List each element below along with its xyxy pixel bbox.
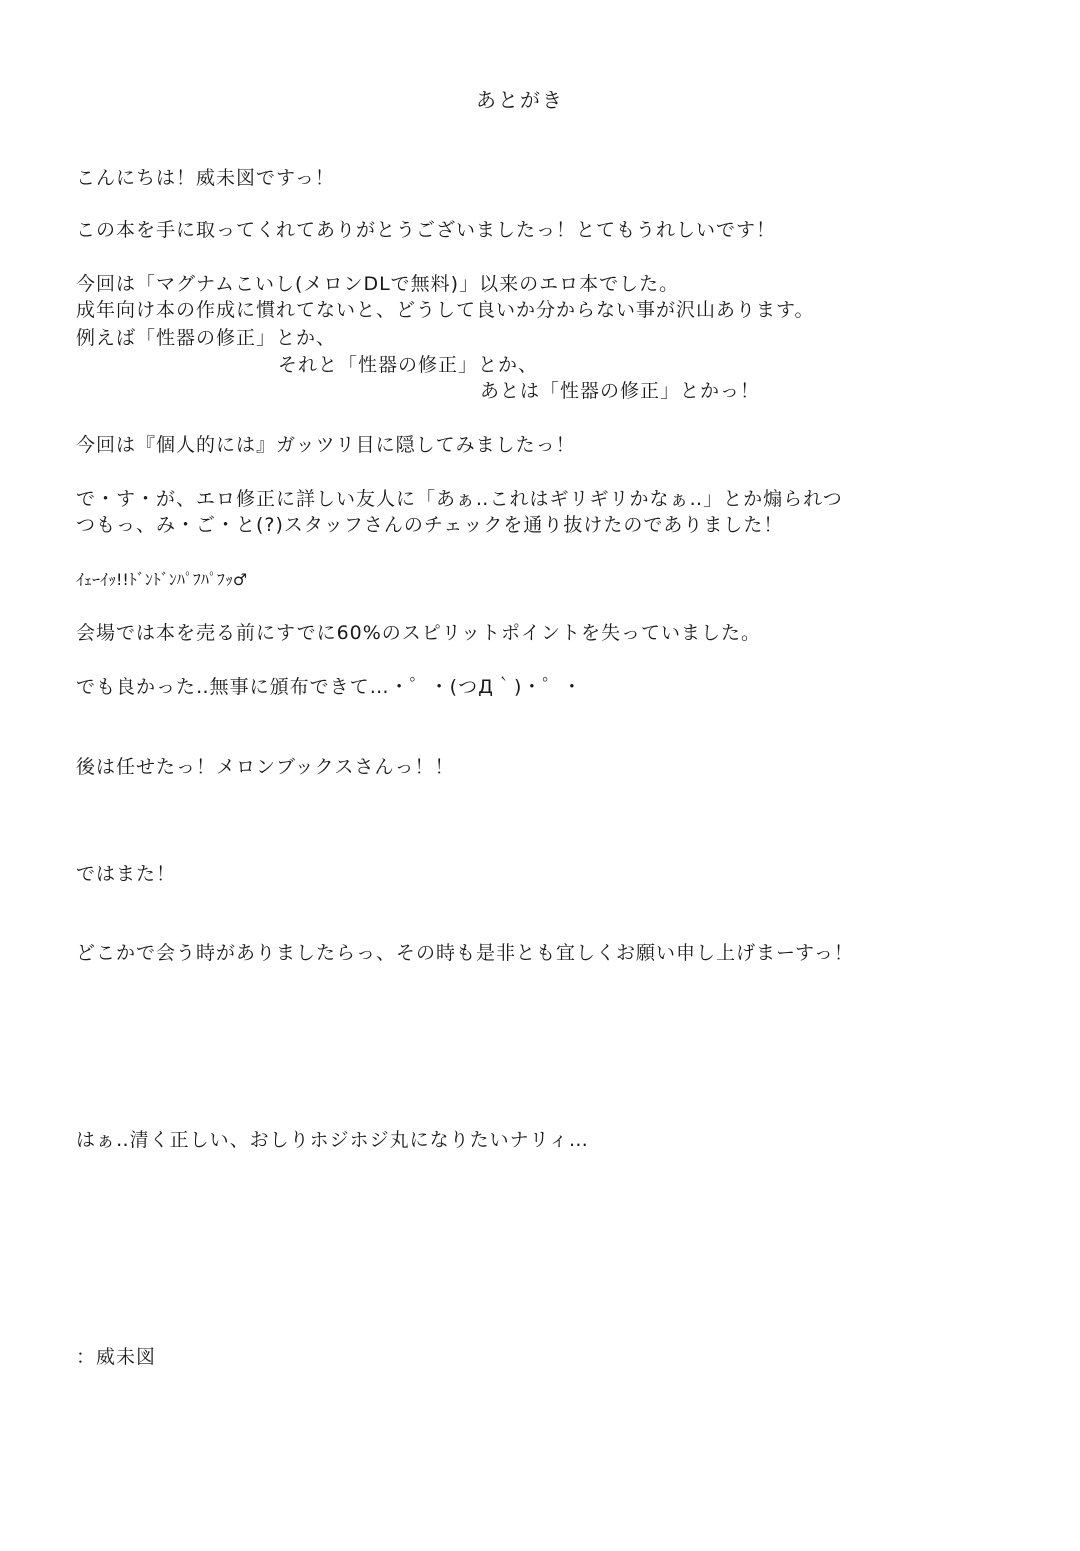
paragraph-line: 後は任せたっ！メロンブックスさんっ！！: [76, 756, 455, 778]
paragraph-line: どこかで会う時がありましたらっ、その時も是非とも宜しくお願い申し上げまーすっ！: [76, 942, 854, 964]
paragraph-line: 成年向け本の作成に慣れてないと、どうして良いか分からない事が沢山あります。: [76, 299, 815, 321]
paragraph-line: はぁ‥清く正しい、おしりホジホジ丸になりたいナリィ…: [76, 1129, 589, 1151]
paragraph-line: 会場では本を売る前にすでに60%のスピリットポイントを失っていました。: [76, 622, 762, 644]
paragraph-line: 今回は『個人的には』ガッツリ目に隠してみましたっ！: [76, 434, 576, 456]
farewell-line: ではまた！: [76, 863, 177, 885]
greeting-line: こんにちは！威未図ですっ！: [76, 167, 335, 189]
paragraph-line: でも良かった‥無事に頒布できて…・゜・(つД｀)・゜・: [76, 676, 583, 698]
paragraph-line: つもっ、み・ご・と(?)スタッフさんのチェックを通り抜けたのでありました！: [76, 514, 784, 536]
thanks-line: この本を手に取ってくれてありがとうございましたっ！とてもうれしいです！: [76, 219, 777, 241]
paragraph-line: それと「性器の修正」とか、: [278, 354, 539, 376]
paragraph-line: あとは「性器の修正」とかっ！: [480, 380, 761, 402]
page-title: あとがき: [476, 88, 564, 112]
paragraph-line: で・す・が、エロ修正に詳しい友人に「あぁ‥これはギリギリかなぁ‥」とか煽られつ: [76, 488, 843, 510]
paragraph-line: 今回は「マグナムこいし(メロンDLで無料)」以来のエロ本でした。: [76, 273, 680, 295]
author-signature: ：威未図: [76, 1346, 157, 1368]
cheer-line: ｲｪｰｲｯ!!ﾄﾞﾝﾄﾞﾝﾊﾟﾌﾊﾟﾌｯ♂: [76, 570, 248, 589]
paragraph-line: 例えば「性器の修正」とか、: [76, 327, 337, 349]
